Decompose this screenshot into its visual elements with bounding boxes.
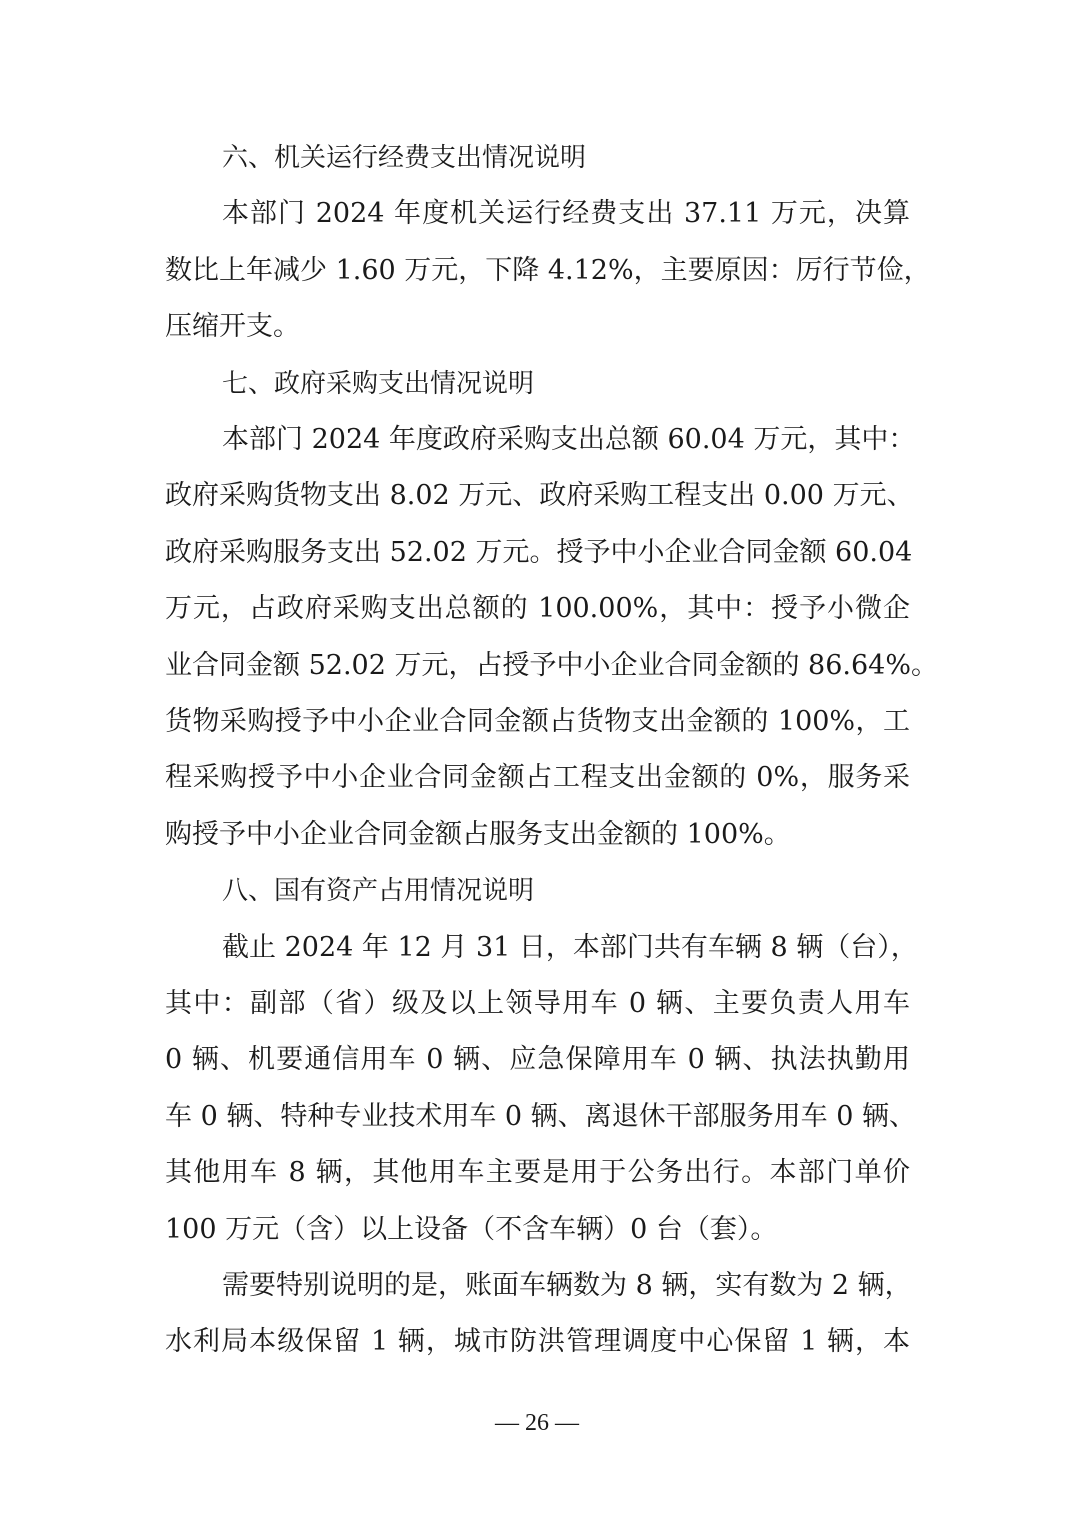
paragraph-line: 政府采购服务支出 52.02 万元。授予中小企业合同金额 60.04	[165, 537, 913, 568]
section-heading: 六、机关运行经费支出情况说明	[222, 143, 587, 173]
paragraph-line: 货物采购授予中小企业合同金额占货物支出金额的 100%，工	[165, 706, 910, 737]
paragraph-line: 其他用车 8 辆，其他用车主要是用于公务出行。本部门单价	[165, 1157, 910, 1188]
paragraph-line: 车 0 辆、特种专业技术用车 0 辆、离退休干部服务用车 0 辆、	[165, 1101, 917, 1132]
paragraph-line: 万元，占政府采购支出总额的 100.00%，其中：授予小微企	[165, 593, 910, 624]
paragraph-line: 购授予中小企业合同金额占服务支出金额的 100%。	[165, 819, 791, 850]
paragraph-line: 截止 2024 年 12 月 31 日，本部门共有车辆 8 辆（台），	[222, 932, 918, 963]
paragraph-line: 0 辆、机要通信用车 0 辆、应急保障用车 0 辆、执法执勤用	[165, 1044, 910, 1075]
paragraph-line: 本部门 2024 年度政府采购支出总额 60.04 万元，其中：	[222, 424, 916, 455]
section-heading: 七、政府采购支出情况说明	[222, 369, 535, 399]
paragraph-line: 100 万元（含）以上设备（不含车辆）0 台（套）。	[165, 1214, 778, 1245]
paragraph-line: 本部门 2024 年度机关运行经费支出 37.11 万元，决算	[222, 198, 910, 229]
paragraph-line: 其中：副部（省）级及以上领导用车 0 辆、主要负责人用车	[165, 988, 910, 1019]
page-number: — 26 —	[495, 1410, 579, 1436]
paragraph-line: 水利局本级保留 1 辆，城市防洪管理调度中心保留 1 辆，本	[165, 1326, 910, 1357]
paragraph-line: 程采购授予中小企业合同金额占工程支出金额的 0%，服务采	[165, 762, 910, 793]
paragraph-line: 数比上年减少 1.60 万元，下降 4.12%，主要原因：厉行节俭，	[165, 255, 931, 286]
section-heading: 八、国有资产占用情况说明	[222, 876, 535, 906]
paragraph-line: 政府采购货物支出 8.02 万元、政府采购工程支出 0.00 万元、	[165, 480, 914, 511]
paragraph-line: 压缩开支。	[165, 311, 300, 342]
paragraph-line: 需要特别说明的是，账面车辆数为 8 辆，实有数为 2 辆，	[222, 1270, 912, 1301]
paragraph-line: 业合同金额 52.02 万元，占授予中小企业合同金额的 86.64%。	[165, 650, 938, 681]
